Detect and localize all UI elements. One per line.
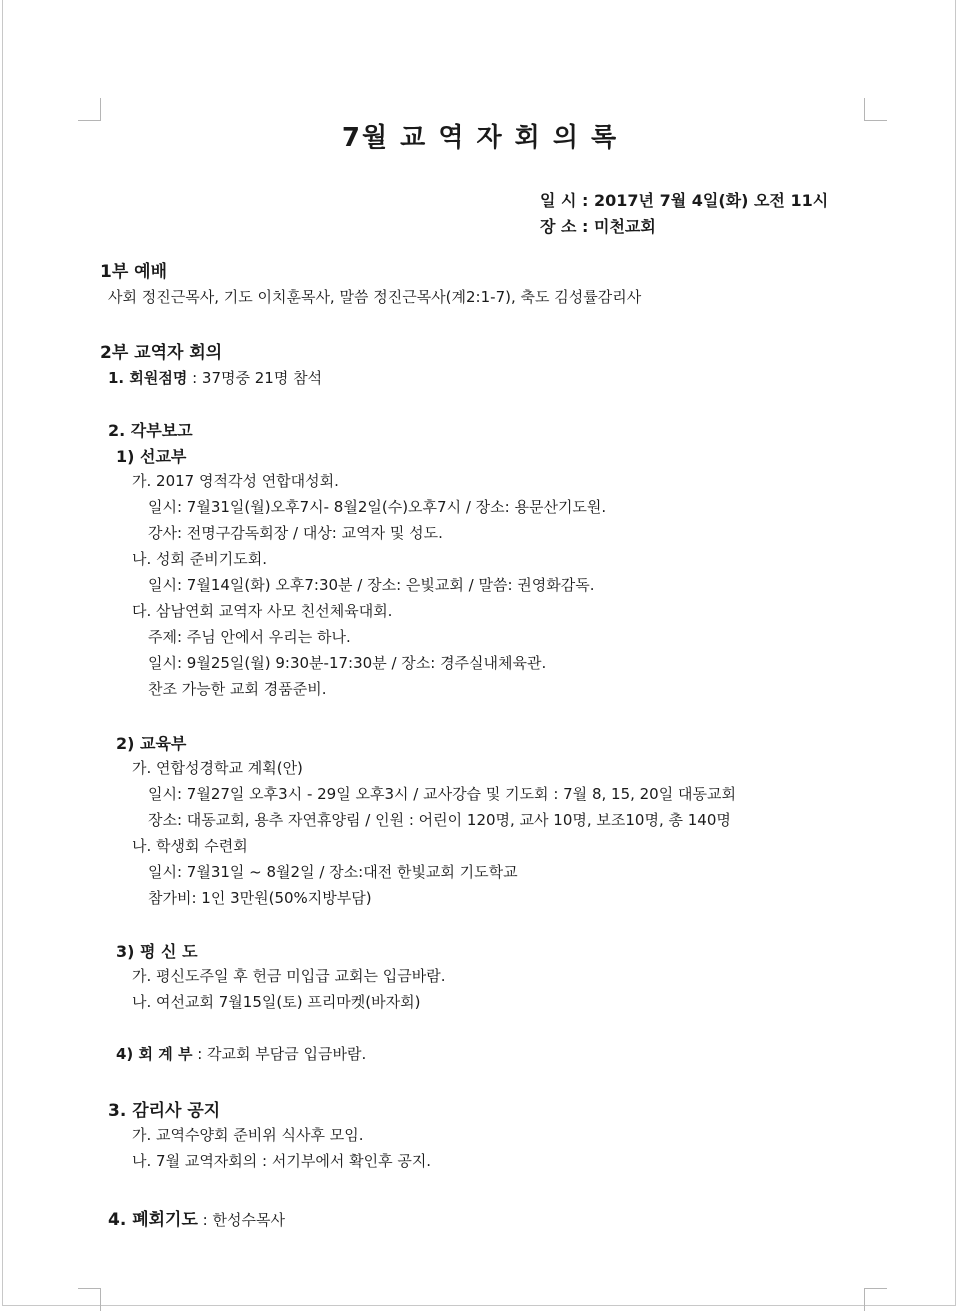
education-line: 나. 학생회 수련회 (132, 837, 248, 855)
part1-text: 사회 정진근목사, 기도 이치훈목사, 말씀 정진근목사(계2:1-7), 축도 김성률감리사 (108, 288, 642, 306)
education-heading: 2) 교육부 (116, 734, 187, 753)
education-line: 참가비: 1인 3만원(50%지방부담) (148, 889, 372, 907)
education-line: 장소: 대동교회, 용추 자연휴양림 / 인원 : 어린이 120명, 교사 10명, 보조10명, 총 140명 (148, 811, 731, 829)
mission-line: 다. 삼남연회 교역자 사모 친선체육대회. (132, 602, 393, 620)
mission-line: 주제: 주님 안에서 우리는 하나. (148, 628, 351, 646)
education-line: 일시: 7월27일 오후3시 - 29일 오후3시 / 교사강습 및 기도회 : 7월 8, 15, 20일 대동교회 (148, 785, 736, 803)
mission-line: 가. 2017 영적각성 연합대성회. (132, 472, 339, 490)
mission-line: 나. 성회 준비기도회. (132, 550, 267, 568)
accounting-item (116, 1043, 366, 1064)
roll-call-text: : 37명중 21명 참석 (187, 369, 323, 387)
closing-heading: 4. 폐회기도 (108, 1210, 198, 1230)
mission-line: 일시: 7월14일(화) 오후7:30분 / 장소: 은빛교회 / 말씀: 권영화감독. (148, 576, 595, 594)
superintendent-heading: 3. 감리사 공지 (108, 1101, 221, 1121)
layman-line: 가. 평신도주일 후 헌금 미입급 교회는 입금바람. (132, 967, 446, 985)
education-line: 일시: 7월31일 ~ 8월2일 / 장소:대전 한빛교회 기도학교 (148, 863, 518, 881)
mission-line: 강사: 전명구감독회장 / 대상: 교역자 및 성도. (148, 524, 443, 542)
layman-line: 나. 여선교회 7월15일(토) 프리마켓(바자회) (132, 993, 421, 1011)
accounting-text: : 각교회 부담금 입금바람. (192, 1045, 367, 1063)
education-line: 가. 연합성경학교 계획(안) (132, 759, 303, 777)
crop-mark-bottom-right (864, 1288, 887, 1311)
part2-heading: 2부 교역자 회의 (100, 343, 223, 363)
mission-heading: 1) 선교부 (116, 447, 187, 466)
layman-heading: 3) 평 신 도 (116, 942, 198, 961)
superintendent-line: 가. 교역수양회 준비위 식사후 모임. (132, 1126, 364, 1144)
closing-item (108, 1205, 285, 1230)
meeting-date: 일 시 : 2017년 7월 4일(화) 오전 11시 (540, 191, 829, 210)
mission-line: 일시: 7월31일(월)오후7시- 8월2일(수)오후7시 / 장소: 용문산기도원. (148, 498, 607, 516)
superintendent-line: 나. 7월 교역자회의 : 서기부에서 확인후 공지. (132, 1152, 432, 1170)
roll-call (108, 367, 322, 388)
document-title: 7월 교 역 자 회 의 록 (341, 123, 619, 153)
crop-mark-bottom-left (78, 1288, 101, 1311)
reports-heading: 2. 각부보고 (108, 421, 193, 440)
meeting-place: 장 소 : 미천교회 (540, 217, 656, 236)
part1-heading: 1부 예배 (100, 262, 168, 282)
closing-text: : 한성수목사 (197, 1211, 285, 1229)
mission-line: 일시: 9월25일(월) 9:30분-17:30분 / 장소: 경주실내체육관. (148, 654, 547, 672)
roll-call-label: 1. 회원점명 (108, 369, 188, 387)
accounting-heading: 4) 회 계 부 (116, 1045, 193, 1063)
mission-line: 찬조 가능한 교회 경품준비. (148, 680, 327, 698)
